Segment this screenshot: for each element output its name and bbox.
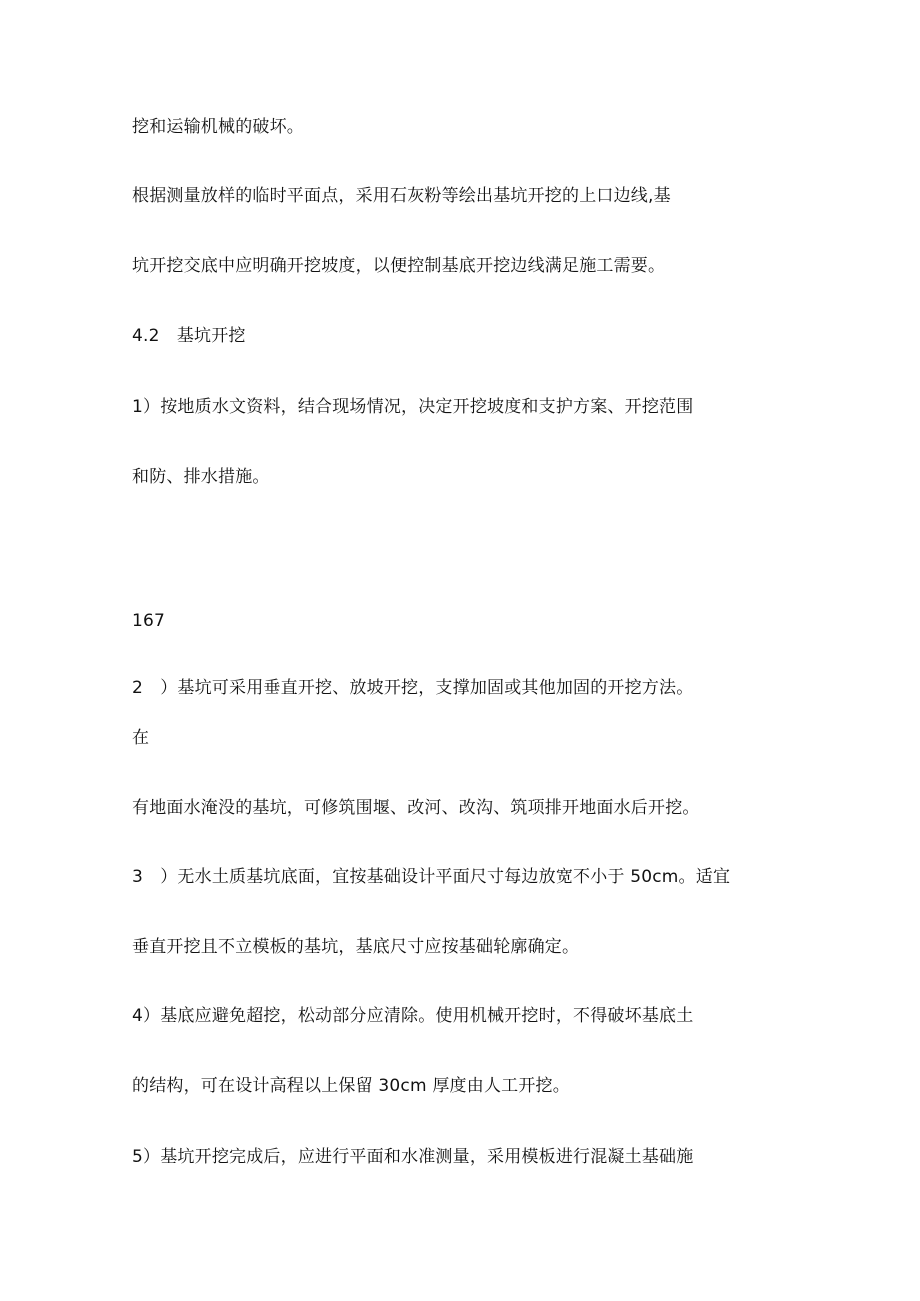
text-line-9: 在	[132, 728, 150, 748]
text-line-11: 3 ）无水土质基坑底面，宜按基础设计平面尺寸每边放宽不小于 50cm。适宜	[132, 867, 731, 887]
text-line-6: 和防、排水措施。	[132, 467, 270, 487]
text-line-2: 根据测量放样的临时平面点，采用石灰粉等绘出基坑开挖的上口边线,基	[132, 186, 671, 206]
text-line-3: 坑开挖交底中应明确开挖坡度，以便控制基底开挖边线满足施工需要。	[132, 256, 666, 276]
text-line-5: 1）按地质水文资料，结合现场情况，决定开挖坡度和支护方案、开挖范围	[132, 397, 694, 417]
section-heading: 4.2 基坑开挖	[132, 326, 246, 346]
text-line-10: 有地面水淹没的基坑，可修筑围堰、改河、改沟、筑项排开地面水后开挖。	[132, 798, 700, 818]
text-line-13: 4）基底应避免超挖，松动部分应清除。使用机械开挖时，不得破坏基底土	[132, 1006, 694, 1026]
text-line-12: 垂直开挖且不立模板的基坑，基底尺寸应按基础轮廓确定。	[132, 937, 580, 957]
text-line-1: 挖和运输机械的破坏。	[132, 117, 304, 137]
text-line-15: 5）基坑开挖完成后，应进行平面和水准测量，采用模板进行混凝土基础施	[132, 1147, 694, 1167]
page-number: 167	[132, 611, 166, 631]
text-line-8: 2 ）基坑可采用垂直开挖、放坡开挖，支撑加固或其他加固的开挖方法。	[132, 678, 694, 698]
text-line-14: 的结构，可在设计高程以上保留 30cm 厚度由人工开挖。	[132, 1076, 570, 1096]
